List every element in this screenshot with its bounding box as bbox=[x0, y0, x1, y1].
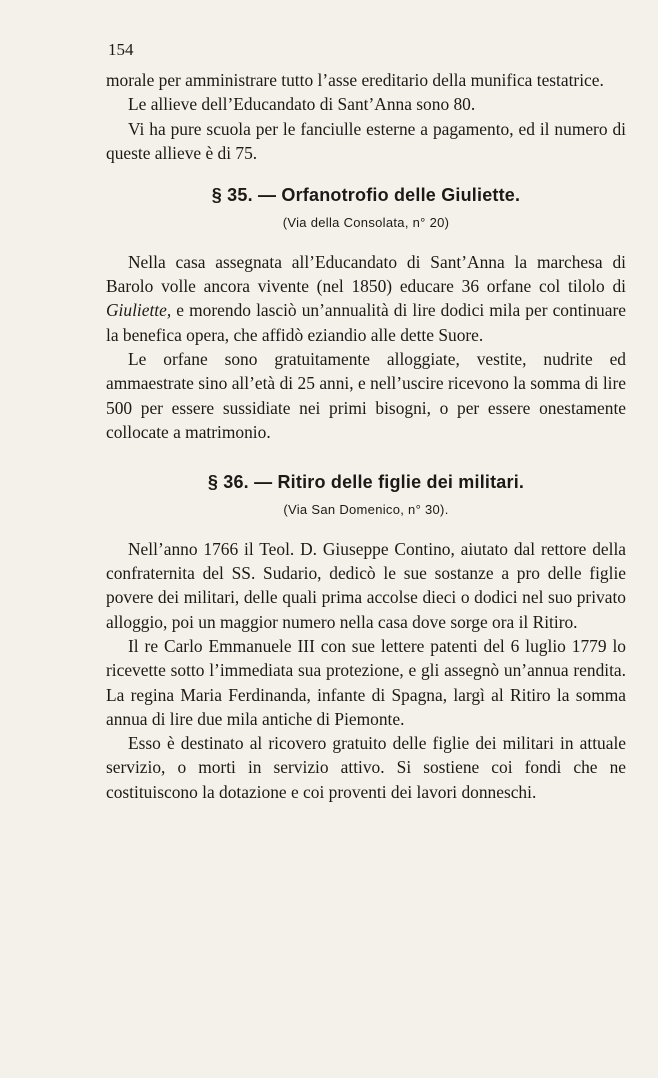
section-35-p1-text-b: e morendo lasciò un’annualità di lire dodici mila per continuare la benefica opera, che affidò eziandio alle dette Suore. bbox=[106, 300, 626, 345]
section-36-paragraph-3: Esso è destinato al ricovero gratuito delle figlie dei militari in attuale servizio, o morti in servizio attivo. Si sostiene coi fondi che ne costituiscono la dotazione e coi proventi dei lavori donneschi. bbox=[106, 733, 626, 802]
section-35-paragraph-1 bbox=[106, 250, 626, 347]
paragraph-continuation: morale per amministrare tutto l’asse ereditario della munifica testatrice. bbox=[106, 70, 604, 90]
section-35-address: (Via della Consolata, n° 20) bbox=[282, 215, 450, 231]
section-35-paragraph-2: Le orfane sono gratuitamente alloggiate, vestite, nudrite ed ammaestrate sino all’età di 25 anni, e nell’uscire ricevono la somma di lire 500 per essere sussidiate nei primi bisogni, o per essere onestamente collocate a matrimonio. bbox=[106, 348, 626, 442]
section-35-title: § 35. — Orfanotrofio delle Giuliette. bbox=[211, 185, 521, 206]
paragraph-external-school: Vi ha pure scuola per le fanciulle esterne a pagamento, ed il numero di queste allieve è di 75. bbox=[106, 118, 626, 163]
section-36-address: (Via San Domenico, n° 30). bbox=[283, 502, 449, 518]
section-36-paragraph-2: Il re Carlo Emmanuele III con sue lettere patenti del 6 luglio 1779 lo ricevette sotto l’immediata sua protezione, e gli assegnò un’annua rendita. La regina Maria Ferdinanda, infante di Spagna, largì al Ritiro la somma annua di lire due mila antiche di Piemonte. bbox=[106, 635, 626, 729]
page-body bbox=[106, 68, 626, 804]
section-35-p1-text-a: Nella casa assegnata all’Educandato di Sant’Anna la marchesa di Barolo volle ancora vivente (nel 1850) educare 36 orfane col tilolo di bbox=[106, 251, 626, 297]
page-number: 154 bbox=[108, 40, 134, 59]
section-36-title: § 36. — Ritiro delle figlie dei militari. bbox=[207, 472, 525, 493]
section-35-p1-italic: Giuliette, bbox=[106, 300, 172, 321]
paragraph-allieve-count: Le allieve dell’Educandato di Sant’Anna sono 80. bbox=[128, 94, 476, 115]
section-36-paragraph-1: Nell’anno 1766 il Teol. D. Giuseppe Contino, aiutato dal rettore della confraternita del SS. Sudario, dedicò le sue sostanze a pro delle figlie povere dei militari, delle quali prima accolse dieci o dodici nel suo privato alloggio, poi un maggior numero nella casa dove sorge ora il Ritiro. bbox=[106, 538, 626, 632]
